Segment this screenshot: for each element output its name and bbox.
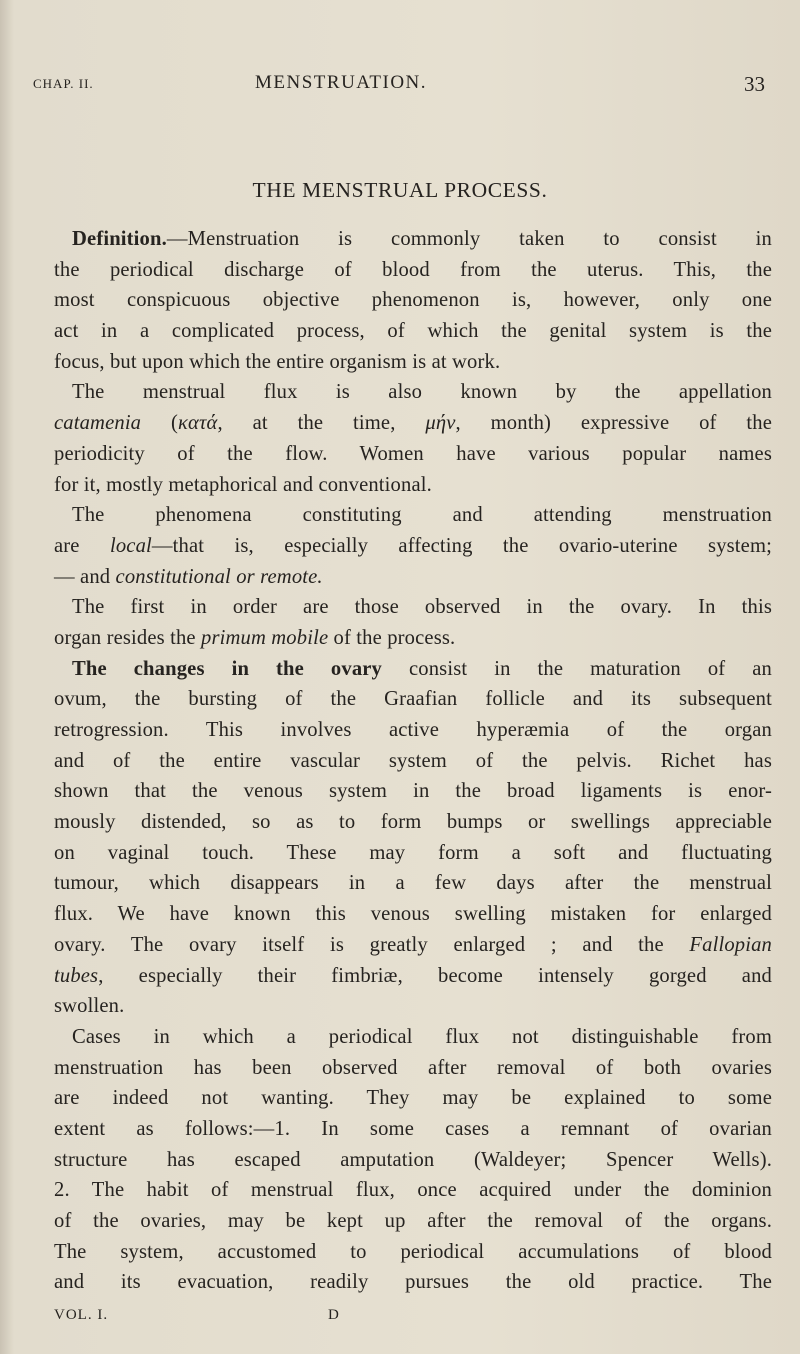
text-line xyxy=(0,316,772,347)
text-run: for it, mostly metaphorical and conventional. xyxy=(54,473,432,496)
signature-mark: D xyxy=(328,1307,339,1323)
text-run: mously distended, so as to form bumps or swellings appreciable xyxy=(54,811,772,834)
text-line xyxy=(0,623,800,654)
running-title: MENSTRUATION. xyxy=(255,72,428,93)
italic-run: local xyxy=(109,534,152,557)
text-line xyxy=(0,1267,772,1298)
text-run: The first in order are those observed in the ovary. In this xyxy=(72,596,772,619)
text-run: menstruation has been observed after removal of both ovaries xyxy=(54,1056,772,1079)
text-run: are indeed not wanting. They may be explained to some xyxy=(54,1087,772,1110)
text-run: , especially their fimbriæ, become intensely gorged and xyxy=(98,964,772,987)
text-run: are xyxy=(54,534,110,557)
text-line xyxy=(0,715,772,746)
text-line xyxy=(0,1022,772,1053)
italic-run: tubes xyxy=(54,964,99,987)
text-run: — and xyxy=(54,565,116,588)
text-line xyxy=(0,439,772,470)
text-line xyxy=(0,255,772,286)
body-text xyxy=(0,224,800,1298)
text-run: ovum, the bursting of the Graafian follicle and its subsequent xyxy=(54,688,772,711)
text-run: of the ovaries, may be kept up after the removal of the organs. xyxy=(54,1210,772,1232)
text-line xyxy=(0,991,800,1022)
text-run: periodicity of the flow. Women have various popular names xyxy=(54,442,772,465)
text-run: The phenomena constituting and attending menstruation xyxy=(72,504,772,527)
text-run: and of the entire vascular system of the pelvis. Richet has xyxy=(54,749,772,772)
text-line xyxy=(0,1145,772,1176)
text-run: 2. The habit of menstrual flux, once acquired under the dominion xyxy=(54,1179,772,1202)
text-line xyxy=(0,285,772,316)
text-line xyxy=(0,807,772,838)
text-line xyxy=(0,961,772,992)
text-line xyxy=(0,1175,772,1206)
text-line xyxy=(0,776,772,807)
text-run: focus, but upon which the entire organism is at work. xyxy=(54,350,501,373)
text-run: The system, accustomed to periodical accumulations of blood xyxy=(54,1240,772,1263)
italic-run: κατά xyxy=(177,412,218,435)
text-line xyxy=(0,531,772,562)
page-footer xyxy=(54,1307,754,1331)
text-line xyxy=(0,899,772,930)
italic-run: μήν xyxy=(425,412,456,435)
text-line xyxy=(0,746,772,777)
text-line xyxy=(0,377,772,408)
text-run: The menstrual flux is also known by the appellation xyxy=(72,381,772,404)
text-line xyxy=(0,224,772,255)
text-run: the periodical discharge of blood from the uterus. This, the xyxy=(54,258,772,281)
text-run: —Menstruation is commonly taken to consist in xyxy=(166,228,772,250)
text-run: tumour, which disappears in a few days after the menstrual xyxy=(54,872,772,895)
text-line xyxy=(0,470,800,501)
italic-run: catamenia xyxy=(54,412,142,435)
text-run: , month) expressive of the xyxy=(455,412,772,435)
text-run: organ resides the xyxy=(54,626,202,649)
text-run: Cases in which a periodical flux not distinguishable from xyxy=(72,1025,772,1048)
italic-run: constitutional or remote. xyxy=(115,565,323,588)
text-line xyxy=(0,592,772,623)
text-line xyxy=(0,838,772,869)
section-title: THE MENSTRUAL PROCESS. xyxy=(252,178,548,202)
text-line xyxy=(0,1206,772,1237)
running-head xyxy=(33,72,765,96)
text-run: shown that the venous system in the broad ligaments is enor- xyxy=(54,780,772,803)
text-run: extent as follows:—1. In some cases a remnant of ovarian xyxy=(54,1117,772,1140)
text-run: ( xyxy=(141,412,178,435)
italic-run: Fallopian xyxy=(689,933,772,956)
text-line xyxy=(0,684,772,715)
text-run: and its evacuation, readily pursues the old practice. The xyxy=(54,1271,772,1294)
text-line xyxy=(0,654,772,685)
italic-run: primum mobile xyxy=(201,626,329,649)
text-run: swollen. xyxy=(54,995,125,1018)
text-run: , at the time, xyxy=(217,412,426,435)
text-line xyxy=(0,562,800,593)
page-number: 33 xyxy=(744,72,765,96)
text-line xyxy=(0,347,800,378)
text-line xyxy=(0,930,772,961)
text-run: —that is, especially affecting the ovario-uterine system; xyxy=(151,534,773,557)
text-run: of the process. xyxy=(328,626,456,649)
bold-run: Definition. xyxy=(72,228,167,250)
text-run: retrogression. This involves active hyperæmia of the organ xyxy=(54,719,772,741)
text-run: ovary. The ovary itself is greatly enlarged ; and the xyxy=(54,933,690,956)
text-run: on vaginal touch. These may form a soft and fluctuating xyxy=(54,841,772,864)
bold-run: The changes in the ovary xyxy=(72,657,383,680)
volume-label: VOL. I. xyxy=(54,1307,109,1323)
text-line xyxy=(0,1114,772,1145)
text-line xyxy=(0,1083,772,1114)
text-run: structure has escaped amputation (Waldeyer; Spencer Wells). xyxy=(54,1148,772,1171)
text-line xyxy=(0,1053,772,1084)
chapter-label: CHAP. II. xyxy=(33,76,94,91)
text-run: flux. We have known this venous swelling mistaken for enlarged xyxy=(54,903,772,926)
text-run: consist in the maturation of an xyxy=(382,657,772,680)
text-run: most conspicuous objective phenomenon is, however, only one xyxy=(54,289,772,312)
text-run: act in a complicated process, of which the genital system is the xyxy=(54,320,772,343)
text-line xyxy=(0,868,772,899)
text-line xyxy=(0,1237,772,1268)
text-line xyxy=(0,500,772,531)
text-line xyxy=(0,408,772,439)
